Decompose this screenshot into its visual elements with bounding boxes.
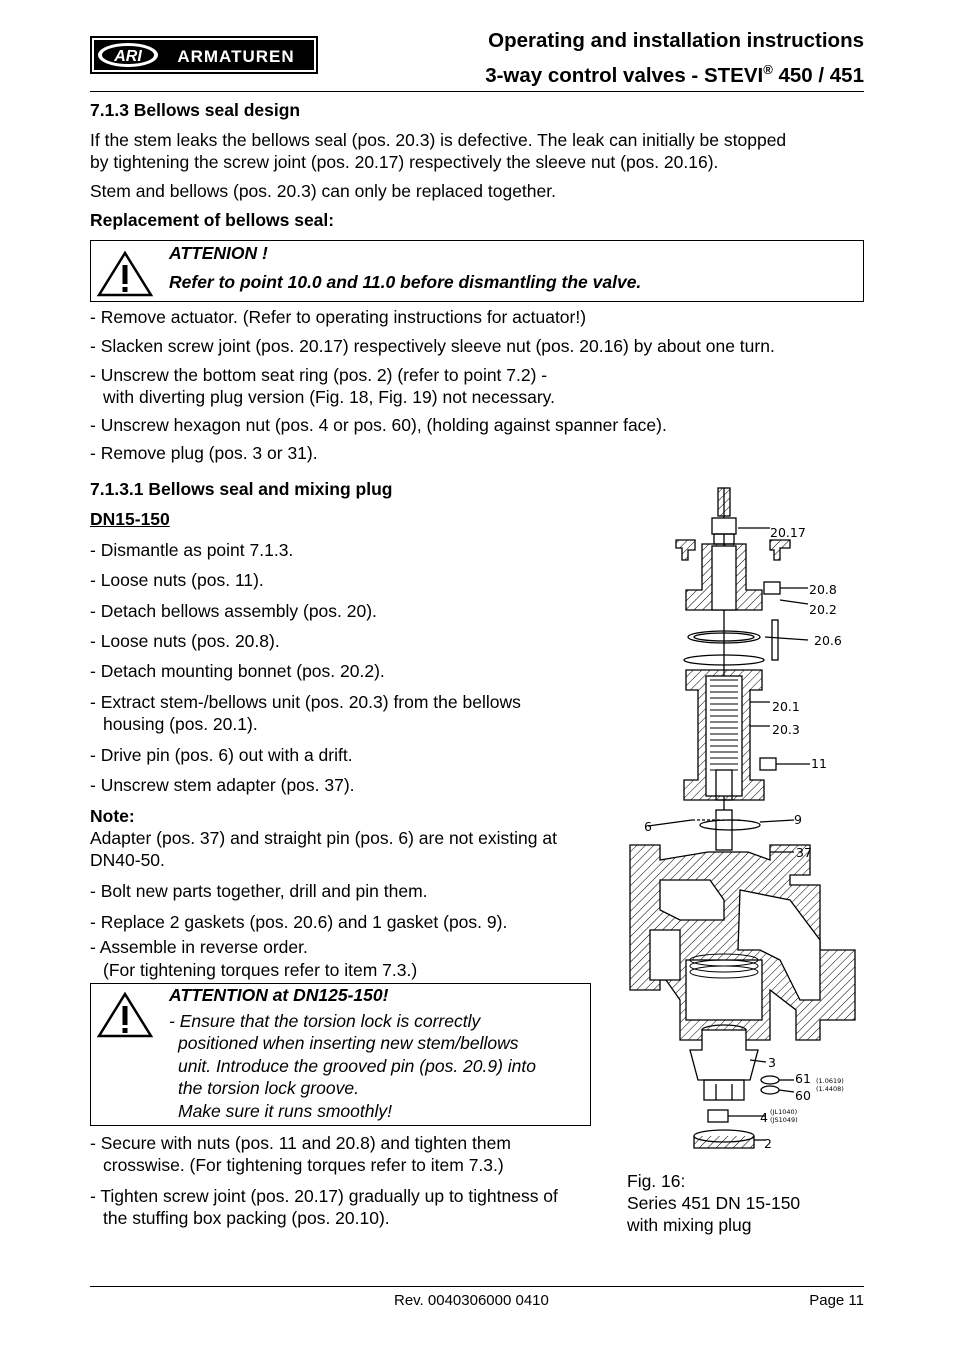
step-remove-plug: - Remove plug (pos. 3 or 31). xyxy=(90,443,318,463)
section-heading: 7.1.3 Bellows seal design xyxy=(90,100,301,120)
step-extract-stem-line-2: housing (pos. 20.1). xyxy=(103,714,258,734)
step-tighten-joint-line-2: the stuffing box packing (pos. 20.10). xyxy=(103,1208,390,1228)
valve-exploded-drawing xyxy=(620,480,864,1170)
fig-label-2: 2 xyxy=(764,1136,772,1151)
step-unscrew-seat-ring-line-2: with diverting plug version (Fig. 18, Fig. 19) not necessary. xyxy=(103,387,555,407)
ari-logo xyxy=(90,36,318,74)
fig-label-20-2: 20.2 xyxy=(809,602,837,617)
step-drive-pin: - Drive pin (pos. 6) out with a drift. xyxy=(90,745,353,765)
step-remove-actuator: - Remove actuator. (Refer to operating instructions for actuator!) xyxy=(90,307,587,327)
fig-material-4a: (JL1040) xyxy=(770,1108,798,1116)
attention-2-line-1: - Ensure that the torsion lock is correctly xyxy=(169,1011,481,1031)
note-heading: Note: xyxy=(90,806,135,826)
dn-range-heading: DN15-150 xyxy=(90,509,170,529)
step-dismantle: - Dismantle as point 7.1.3. xyxy=(90,540,294,560)
section-para-2: Stem and bellows (pos. 20.3) can only be replaced together. xyxy=(90,181,556,201)
step-bolt-parts: - Bolt new parts together, drill and pin them. xyxy=(90,881,428,901)
step-unscrew-seat-ring-line-1: - Unscrew the bottom seat ring (pos. 2) (refer to point 7.2) - xyxy=(90,365,548,385)
fig-label-11: 11 xyxy=(811,756,827,771)
section-para-1-line-1: If the stem leaks the bellows seal (pos. 20.3) is defective. The leak can initially be stopped xyxy=(90,130,787,150)
attention-2-title: ATTENTION at DN125-150! xyxy=(169,985,389,1005)
fig-label-9: 9 xyxy=(794,812,802,827)
fig-label-6: 6 xyxy=(644,819,652,834)
attention-1-text: Refer to point 10.0 and 11.0 before dismantling the valve. xyxy=(169,272,642,292)
logo-ari-text: ARI xyxy=(114,48,142,65)
step-tighten-joint-line-1: - Tighten screw joint (pos. 20.17) gradually up to tightness of xyxy=(90,1186,558,1206)
note-line-1: Adapter (pos. 37) and straight pin (pos. 6) are not existing at xyxy=(90,828,557,848)
fig-material-4b: (JS1049) xyxy=(770,1116,798,1124)
step-detach-bellows: - Detach bellows assembly (pos. 20). xyxy=(90,601,377,621)
step-loose-nuts-20-8: - Loose nuts (pos. 20.8). xyxy=(90,631,280,651)
title-line-1: Operating and installation instructions xyxy=(488,29,864,52)
step-assemble-line-1: - Assemble in reverse order. xyxy=(90,937,308,957)
fig-label-20-1: 20.1 xyxy=(772,699,800,714)
figure-caption-line-1: Fig. 16: xyxy=(627,1171,686,1191)
fig-label-20-6: 20.6 xyxy=(814,633,842,648)
step-secure-nuts-line-1: - Secure with nuts (pos. 11 and 20.8) and tighten them xyxy=(90,1133,511,1153)
step-slacken-screw-joint: - Slacken screw joint (pos. 20.17) respectively sleeve nut (pos. 20.16) by about one turn. xyxy=(90,336,775,356)
attention-1-title: ATTENION ! xyxy=(169,243,268,263)
step-unscrew-adapter: - Unscrew stem adapter (pos. 37). xyxy=(90,775,355,795)
fig-label-3: 3 xyxy=(768,1055,776,1070)
step-assemble-line-2: (For tightening torques refer to item 7.3.) xyxy=(103,960,418,980)
fig-label-37: 37 xyxy=(796,845,812,860)
footer-page-number: Page 11 xyxy=(809,1292,864,1309)
fig-material-61a: (1.0619) xyxy=(816,1077,844,1085)
logo-armaturen-text: ARMATUREN xyxy=(177,47,295,66)
replacement-heading: Replacement of bellows seal: xyxy=(90,210,335,230)
header-divider xyxy=(90,91,864,92)
step-detach-bonnet: - Detach mounting bonnet (pos. 20.2). xyxy=(90,661,385,681)
figure-caption-line-2: Series 451 DN 15-150 xyxy=(627,1193,801,1213)
step-unscrew-hexagon-nut: - Unscrew hexagon nut (pos. 4 or pos. 60), (holding against spanner face). xyxy=(90,415,667,435)
footer-divider xyxy=(90,1286,864,1287)
section-para-1-line-2: by tightening the screw joint (pos. 20.17) respectively the sleeve nut (pos. 20.16). xyxy=(90,152,719,172)
fig-label-20-8: 20.8 xyxy=(809,582,837,597)
fig-label-60: 60 xyxy=(795,1088,811,1103)
subsection-heading: 7.1.3.1 Bellows seal and mixing plug xyxy=(90,479,393,499)
fig-label-61: 61 xyxy=(795,1071,811,1086)
step-extract-stem-line-1: - Extract stem-/bellows unit (pos. 20.3) from the bellows xyxy=(90,692,521,712)
fig-label-4: 4 xyxy=(760,1110,768,1125)
warning-triangle-icon xyxy=(96,250,154,298)
attention-2-line-2: positioned when inserting new stem/bellows xyxy=(178,1033,519,1053)
fig-label-20-17: 20.17 xyxy=(770,525,806,540)
step-replace-gaskets: - Replace 2 gaskets (pos. 20.6) and 1 gasket (pos. 9). xyxy=(90,912,508,932)
step-secure-nuts-line-2: crosswise. (For tightening torques refer to item 7.3.) xyxy=(103,1155,504,1175)
document-title xyxy=(485,26,864,90)
footer-revision: Rev. 0040306000 0410 xyxy=(394,1292,549,1309)
fig-material-61b: (1.4408) xyxy=(816,1085,844,1093)
title-line-2: 3-way control valves - STEVI® 450 / 451 xyxy=(485,62,864,87)
attention-2-line-4: the torsion lock groove. xyxy=(178,1078,359,1098)
attention-2-line-3: unit. Introduce the grooved pin (pos. 20.9) into xyxy=(178,1056,537,1076)
step-loose-nuts-11: - Loose nuts (pos. 11). xyxy=(90,570,264,590)
warning-triangle-icon xyxy=(96,991,154,1039)
note-line-2: DN40-50. xyxy=(90,850,165,870)
fig-label-20-3: 20.3 xyxy=(772,722,800,737)
figure-caption-line-3: with mixing plug xyxy=(627,1215,752,1235)
attention-2-line-5: Make sure it runs smoothly! xyxy=(178,1101,392,1121)
